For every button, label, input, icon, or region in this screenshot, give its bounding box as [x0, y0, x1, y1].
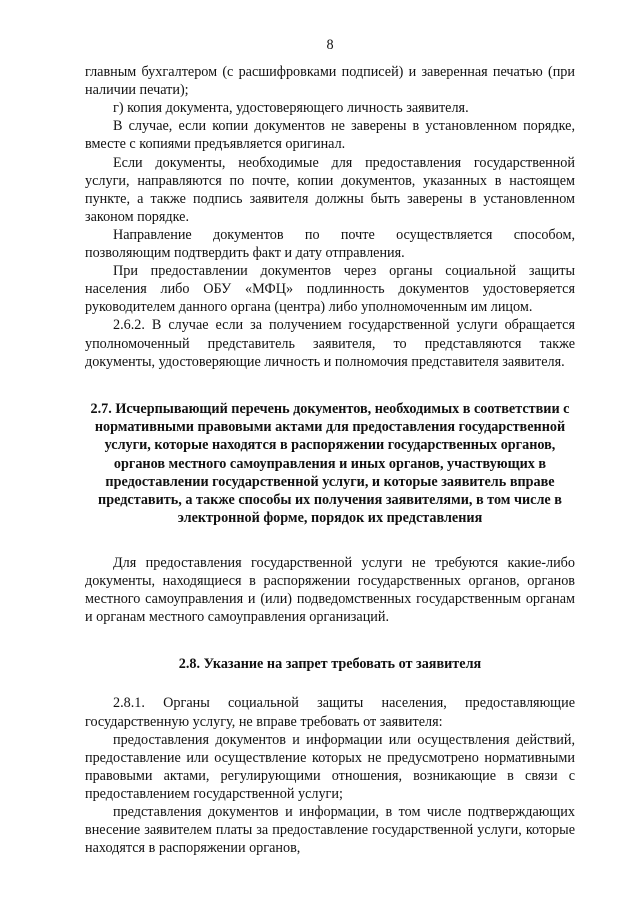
paragraph: г) копия документа, удостоверяющего личность заявителя.	[113, 100, 469, 117]
paragraph: Для предоставления государственной услуги не требуются какие-либо документы, находящиеся в распоряжении государственных органов, органов местного самоуправления и (или) подведомственных государственным органам и органам местного самоуправления организаций.	[85, 554, 575, 626]
document-page	[85, 36, 575, 857]
paragraph: В случае, если копии документов не заверены в установленном порядке, вместе с копиями предъявляется оригинал.	[85, 118, 575, 153]
section-heading-2-7: 2.7. Исчерпывающий перечень документов, необходимых в соответствии с нормативными правовыми актами для предоставления государственной услуги, которые находятся в распоряжении государственных органов, органов местного самоуправления и иных органов, участвующих в предоставлении государственной услуги, и которые заявитель вправе представить, а также способы их получения заявителями, в том числе в электронной форме, порядок их представления	[90, 400, 570, 527]
paragraph: предоставления документов и информации или осуществления действий, предоставление или осуществление которых не предусмотрено нормативными правовыми актами, регулирующими отношения, возникающие в связи с предоставлением государственной услуги;	[85, 731, 575, 802]
paragraph: Направление документов по почте осуществляется способом, позволяющим подтвердить факт и дату отправления.	[85, 226, 575, 262]
paragraph: Если документы, необходимые для предоставления государственной услуги, направляются по почте, копии документов, указанных в настоящем пункте, а также подпись заявителя должны быть заверены в установленном законом порядке.	[85, 154, 575, 225]
paragraph: 2.6.2. В случае если за получением государственной услуги обращается уполномоченный представитель заявителя, то представляются также документы, удостоверяющие личность и полномочия представителя заявителя.	[85, 317, 575, 370]
paragraph: представления документов и информации, в том числе подтверждающих внесение заявителем платы за предоставление государственной услуги, которые находятся в распоряжении органов,	[85, 804, 575, 857]
paragraph: 2.8.1. Органы социальной защиты населения, предоставляющие государственную услугу, не вправе требовать от заявителя:	[85, 695, 575, 730]
paragraph: При предоставлении документов через органы социальной защиты населения либо ОБУ «МФЦ» подлинность документов удостоверяется руководителем данного органа (центра) либо уполномоченным им лицом.	[85, 263, 575, 316]
paragraph: главным бухгалтером (с расшифровками подписей) и заверенная печатью (при наличии печати);	[85, 64, 575, 99]
page-number: 8	[326, 37, 334, 53]
section-heading-2-8: 2.8. Указание на запрет требовать от заявителя	[178, 656, 482, 673]
